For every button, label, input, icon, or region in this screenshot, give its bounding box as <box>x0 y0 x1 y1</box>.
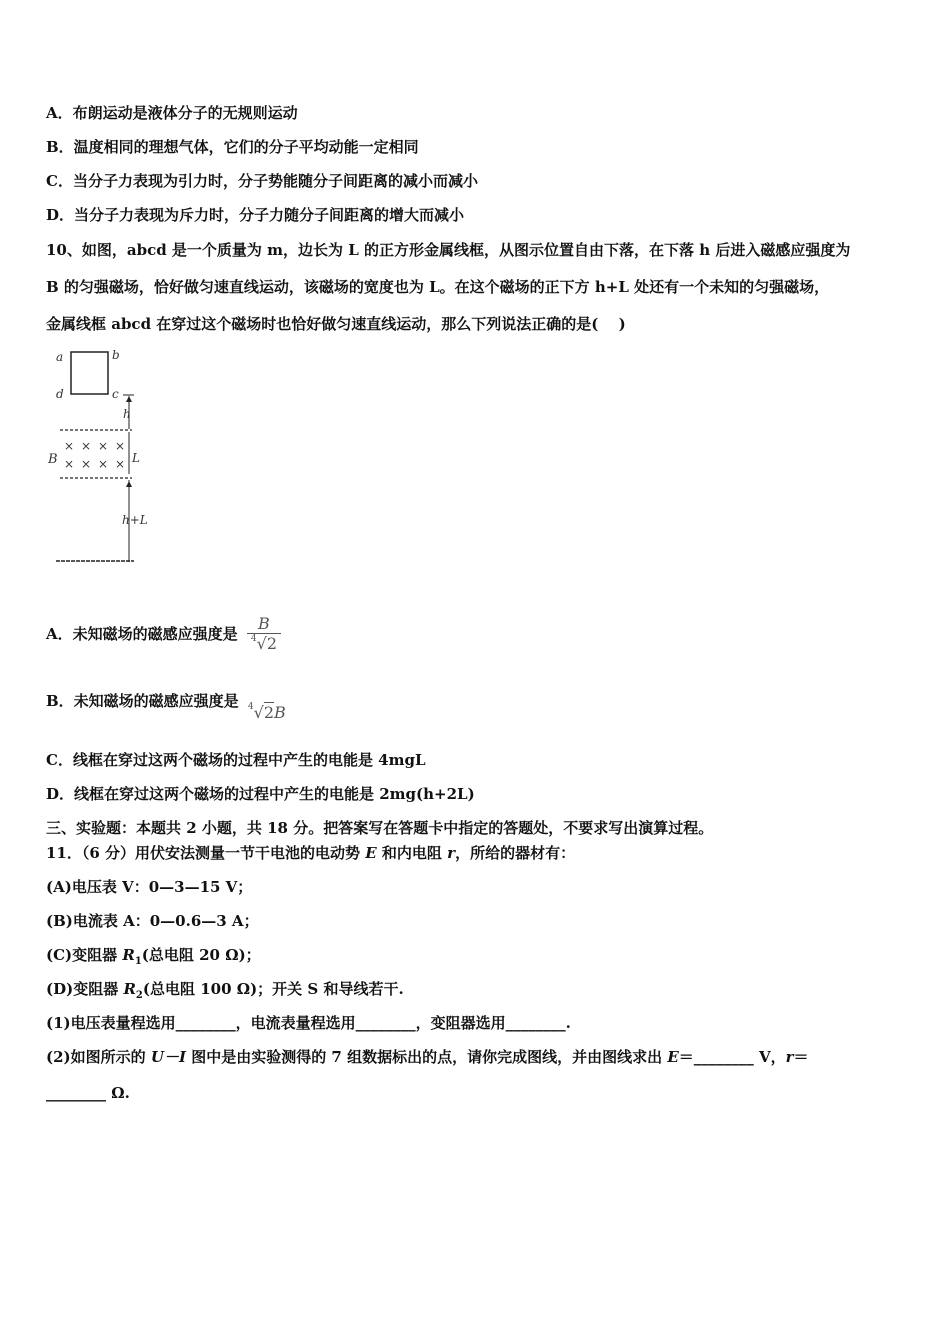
q9-option-a: A．布朗运动是液体分子的无规则运动 <box>46 104 298 122</box>
label-L: L <box>132 451 140 465</box>
q11-part2-mid: 图中是由实验测得的 7 组数据标出的点，请你完成图线，并由图线求出 <box>185 1048 668 1066</box>
q11-item-a: (A)电压表 V：0—3—15 V； <box>46 878 253 896</box>
q11-item-c-pre: (C)变阻器 <box>46 946 123 964</box>
field-cross-2: × <box>81 439 92 453</box>
field-cross-5: × <box>64 457 75 471</box>
q11-item-d <box>46 978 404 1001</box>
q10-option-a <box>46 614 281 653</box>
q9-option-b: B．温度相同的理想气体，它们的分子平均动能一定相同 <box>46 138 419 156</box>
fraction-numerator: B <box>258 614 270 633</box>
label-B: B <box>48 452 58 467</box>
q10-option-a-text: A．未知磁场的磁感应强度是 <box>46 625 238 643</box>
q11-part2-pre: (2)如图所示的 <box>46 1048 151 1066</box>
q10-option-b-text: B．未知磁场的磁感应强度是 <box>46 692 239 710</box>
q11-part1: (1)电压表量程选用________，电流表量程选用________，变阻器选用________. <box>46 1014 571 1032</box>
q10-option-b <box>46 690 286 722</box>
q11-item-d-pre: (D)变阻器 <box>46 980 124 998</box>
q11-part2-eq2: ＝ <box>793 1048 809 1066</box>
label-hL: h+L <box>122 513 148 527</box>
q11-part2-line2: ________ Ω. <box>46 1084 130 1102</box>
field-cross-3: × <box>98 439 109 453</box>
field-cross-4: × <box>115 439 126 453</box>
q11-part2-UI: U－I <box>150 1048 186 1066</box>
section-3-heading: 三、实验题：本题共 2 小题，共 18 分。把答案写在答题卡中指定的答题处，不要求写出演算过程。 <box>46 819 714 837</box>
q11-intro-post: ，所给的器材有： <box>455 844 576 862</box>
q11-item-c <box>46 944 261 967</box>
label-h: h <box>123 407 131 421</box>
q11-part2-r: r <box>785 1048 794 1066</box>
q10-stem-line2: B 的匀强磁场，恰好做匀速直线运动，该磁场的宽度也为 L。在这个磁场的正下方 h+L 处还有一个未知的匀强磁场， <box>46 278 830 296</box>
q10-option-b-radical: $^4$√2B <box>247 702 286 722</box>
q11-intro-mid: 和内电阻 <box>376 844 448 862</box>
q10-figure <box>44 344 164 569</box>
q11-intro-E: E <box>365 844 377 862</box>
q10-option-a-fraction <box>247 614 281 653</box>
q11-item-c-var: R <box>122 946 135 964</box>
field-cross-6: × <box>81 457 92 471</box>
q11-item-c-sub: 1 <box>134 956 142 967</box>
q11-item-d-var: R <box>123 980 136 998</box>
label-b: b <box>112 348 120 362</box>
q10-stem-line1: 10、如图，abcd 是一个质量为 m，边长为 L 的正方形金属线框，从图示位置自由下落，在下落 h 后进入磁感应强度为 <box>46 241 851 259</box>
q11-item-c-post: (总电阻 20 Ω)； <box>141 946 261 964</box>
q11-intro <box>46 842 575 863</box>
q9-option-c: C．当分子力表现为引力时，分子势能随分子间距离的减小而减小 <box>46 172 478 190</box>
q11-intro-pre: 11．（6 分）用伏安法测量一节干电池的电动势 <box>46 844 366 862</box>
q11-part2-E: E <box>667 1048 679 1066</box>
label-d: d <box>56 387 64 401</box>
label-a: a <box>56 350 64 364</box>
field-cross-8: × <box>115 457 126 471</box>
fraction-denominator: $^4$√2 <box>247 633 281 653</box>
q10-option-c: C．线框在穿过这两个磁场的过程中产生的电能是 4mgL <box>46 751 426 769</box>
q10-option-d: D．线框在穿过这两个磁场的过程中产生的电能是 2mg(h+2L) <box>46 785 475 803</box>
q11-part2 <box>46 1046 809 1067</box>
q11-intro-r: r <box>447 844 456 862</box>
q10-stem-line3: 金属线框 abcd 在穿过这个磁场时也恰好做匀速直线运动，那么下列说法正确的是( ) <box>46 315 626 333</box>
q11-part2-eq: ＝________ V， <box>678 1048 786 1066</box>
q11-item-d-post: (总电阻 100 Ω)；开关 S 和导线若干. <box>142 980 404 998</box>
label-c: c <box>112 387 119 401</box>
q11-item-b: (B)电流表 A：0—0.6—3 A； <box>46 912 259 930</box>
q11-item-d-sub: 2 <box>135 990 143 1001</box>
field-cross-1: × <box>64 439 75 453</box>
q9-option-d: D．当分子力表现为斥力时，分子力随分子间距离的增大而减小 <box>46 206 465 224</box>
field-cross-7: × <box>98 457 109 471</box>
square-frame <box>71 352 108 394</box>
